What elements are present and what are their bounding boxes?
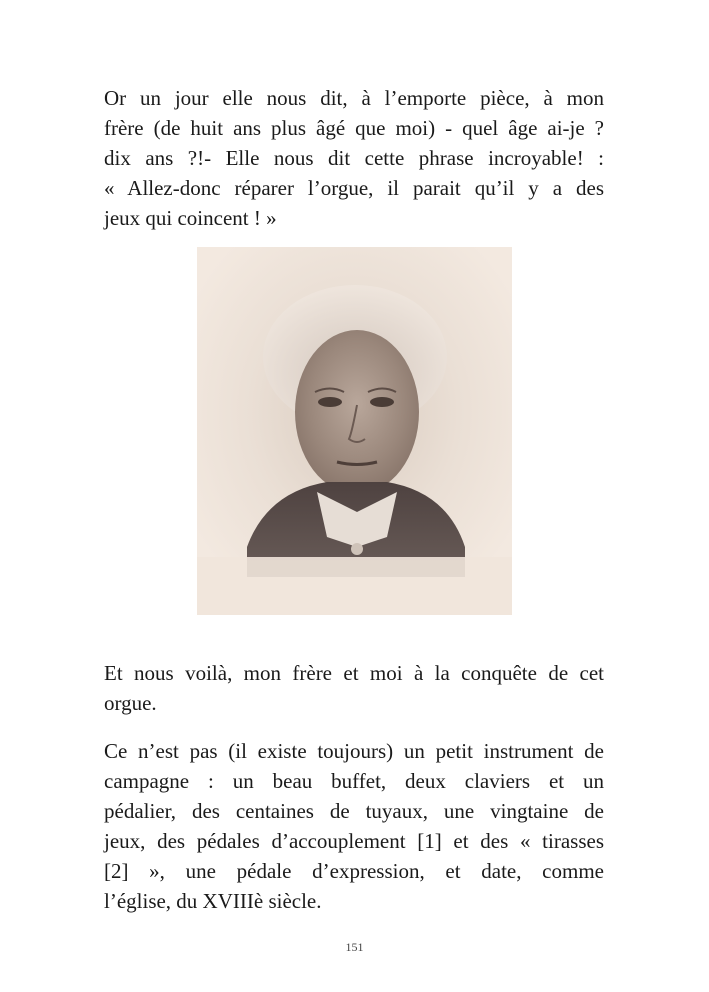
paragraph-1: [104, 83, 604, 233]
text-line: « Allez-donc réparer l’orgue, il parait qu’il y a des: [104, 176, 604, 200]
text-line: pédalier, des centaines de tuyaux, une vingtaine de: [104, 799, 604, 823]
portrait-photo: [197, 247, 512, 615]
text-line: dix ans ?!- Elle nous dit cette phrase incroyable! :: [104, 146, 604, 170]
text-line: l’église, du XVIIIè siècle.: [104, 889, 322, 913]
text-line: [2] », une pédale d’expression, et date, comme: [104, 859, 604, 883]
text-line: Or un jour elle nous dit, à l’emporte pièce, à mon: [104, 86, 604, 110]
paragraph-2: [104, 658, 604, 718]
paragraph-3: [104, 736, 604, 916]
text-line: frère (de huit ans plus âgé que moi) - quel âge ai-je ?: [104, 116, 604, 140]
text-line: jeux qui coincent ! »: [104, 206, 277, 230]
text-line: campagne : un beau buffet, deux claviers et un: [104, 769, 604, 793]
text-line: jeux, des pédales d’accouplement [1] et des « tirasses: [104, 829, 604, 853]
text-line: Et nous voilà, mon frère et moi à la conquête de cet: [104, 661, 604, 685]
text-line: orgue.: [104, 691, 157, 715]
text-line: Ce n’est pas (il existe toujours) un petit instrument de: [104, 739, 604, 763]
portrait-image: [197, 247, 512, 615]
page-number: 151: [345, 940, 364, 954]
